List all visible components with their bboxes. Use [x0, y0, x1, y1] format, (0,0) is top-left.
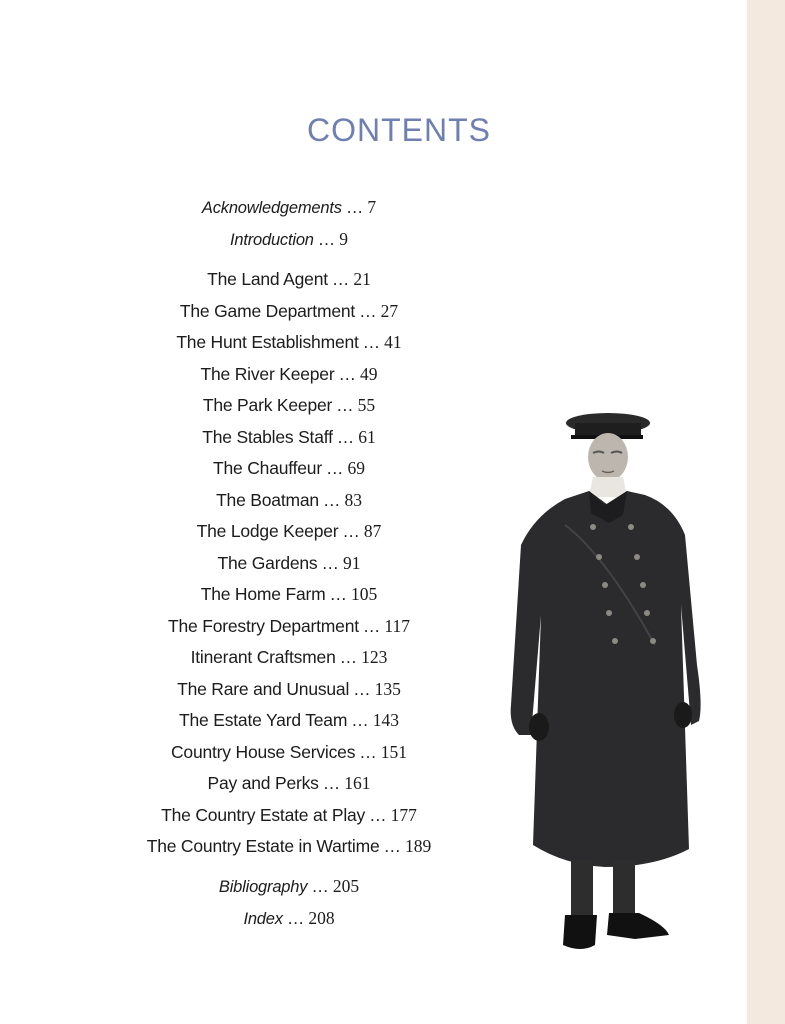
toc-entry-title: Bibliography [218, 878, 308, 896]
toc-entry [0, 268, 578, 290]
toc-ellipsis: … [351, 710, 369, 730]
toc-page-number: 205 [332, 876, 360, 896]
toc-entry-title: Acknowledgements [201, 199, 342, 217]
toc-page-number: 135 [374, 679, 401, 699]
toc-entry-title: The Forestry Department [168, 616, 359, 636]
toc-page-number: 91 [342, 553, 361, 573]
toc-ellipsis: … [338, 364, 356, 384]
toc-ellipsis: … [321, 553, 339, 573]
toc-page-number: 143 [372, 710, 399, 730]
toc-ellipsis: … [317, 229, 336, 249]
toc-ellipsis: … [286, 908, 305, 928]
page-edge-strip [747, 0, 785, 1024]
toc-entry-title: The River Keeper [200, 364, 335, 384]
toc-entry [0, 331, 578, 353]
toc-entry [0, 363, 578, 385]
toc-entry [0, 426, 578, 448]
toc-page-number: 69 [347, 458, 365, 478]
toc-entry [0, 709, 578, 731]
toc-entry-title: The Hunt Establishment [176, 332, 359, 352]
toc-entry [0, 489, 578, 511]
toc-ellipsis: … [322, 490, 341, 510]
toc-ellipsis: … [336, 395, 354, 415]
toc-entry-title: The Game Department [179, 301, 356, 321]
toc-page-number: 7 [367, 197, 377, 217]
toc-entry [0, 646, 578, 668]
toc-entry [0, 772, 578, 794]
toc-entry [0, 520, 578, 542]
toc-ellipsis: … [359, 301, 377, 321]
toc-entry-title: The Country Estate in Wartime [146, 836, 380, 856]
toc-ellipsis: … [359, 742, 377, 762]
toc-entry-title: Introduction [229, 231, 314, 249]
toc-page-number: 21 [353, 269, 371, 289]
toc-entry-title: The Land Agent [207, 269, 328, 289]
toc-entry-title: Itinerant Craftsmen [190, 647, 336, 667]
toc-page-number: 27 [380, 301, 399, 321]
toc-entry-title: The Estate Yard Team [179, 710, 348, 730]
toc-page-number: 177 [390, 805, 417, 825]
toc-page-number: 117 [384, 616, 410, 636]
toc-entry-title: The Gardens [217, 553, 318, 573]
toc-entry [0, 875, 578, 898]
toc-ellipsis: … [322, 773, 341, 793]
toc-ellipsis: … [369, 805, 387, 825]
toc-entry [0, 804, 578, 826]
toc-page-number: 151 [380, 742, 408, 762]
toc-page-number: 87 [363, 521, 382, 541]
toc-ellipsis: … [353, 679, 371, 699]
page-title: CONTENTS [307, 112, 491, 148]
toc-entry [0, 615, 578, 637]
toc-page-number: 9 [339, 229, 349, 249]
toc-page-number: 123 [361, 647, 388, 667]
toc-ellipsis: … [362, 332, 381, 352]
toc-entry-title: Country House Services [170, 742, 356, 762]
toc-entry [0, 300, 578, 322]
toc-ellipsis: … [339, 647, 358, 667]
toc-entry [0, 907, 578, 930]
toc-ellipsis: … [329, 584, 348, 604]
toc-ellipsis: … [362, 616, 381, 636]
toc-page-number: 189 [405, 836, 432, 856]
toc-ellipsis: … [342, 521, 360, 541]
toc-entry [0, 196, 578, 219]
toc-entry-title: Pay and Perks [207, 773, 319, 793]
toc-entry-title: The Country Estate at Play [161, 805, 366, 825]
toc-ellipsis: … [383, 836, 402, 856]
toc-entry-title: Index [243, 910, 283, 928]
toc-page-number: 208 [308, 908, 335, 928]
toc-entry [0, 741, 578, 763]
toc-entry [0, 678, 578, 700]
toc-entry-title: The Stables Staff [202, 427, 333, 447]
toc-page-number: 55 [357, 395, 376, 415]
toc-ellipsis: … [325, 458, 344, 478]
toc-page-number: 61 [358, 427, 376, 447]
toc-entry [0, 552, 578, 574]
toc-page-number: 161 [344, 773, 371, 793]
toc-entry-title: The Lodge Keeper [196, 521, 339, 541]
toc-entry-title: The Rare and Unusual [177, 679, 350, 699]
toc-entry [0, 835, 578, 857]
toc-entry [0, 228, 578, 251]
toc-page-number: 105 [351, 584, 378, 604]
toc-page-number: 83 [344, 490, 362, 510]
toc-entry-title: The Boatman [216, 490, 319, 510]
chauffeur-illustration [505, 405, 705, 965]
toc-ellipsis: … [311, 876, 329, 896]
toc-page-number: 41 [384, 332, 402, 352]
toc-entry-title: The Home Farm [200, 584, 326, 604]
toc-entry-title: The Park Keeper [202, 395, 333, 415]
toc-ellipsis: … [336, 427, 355, 447]
toc-entry-title: The Chauffeur [213, 458, 322, 478]
toc-page-number: 49 [359, 364, 378, 384]
toc-ellipsis: … [345, 197, 364, 217]
toc-ellipsis: … [331, 269, 350, 289]
toc-entry [0, 457, 578, 479]
toc-entry [0, 394, 578, 416]
toc-entry [0, 583, 578, 605]
